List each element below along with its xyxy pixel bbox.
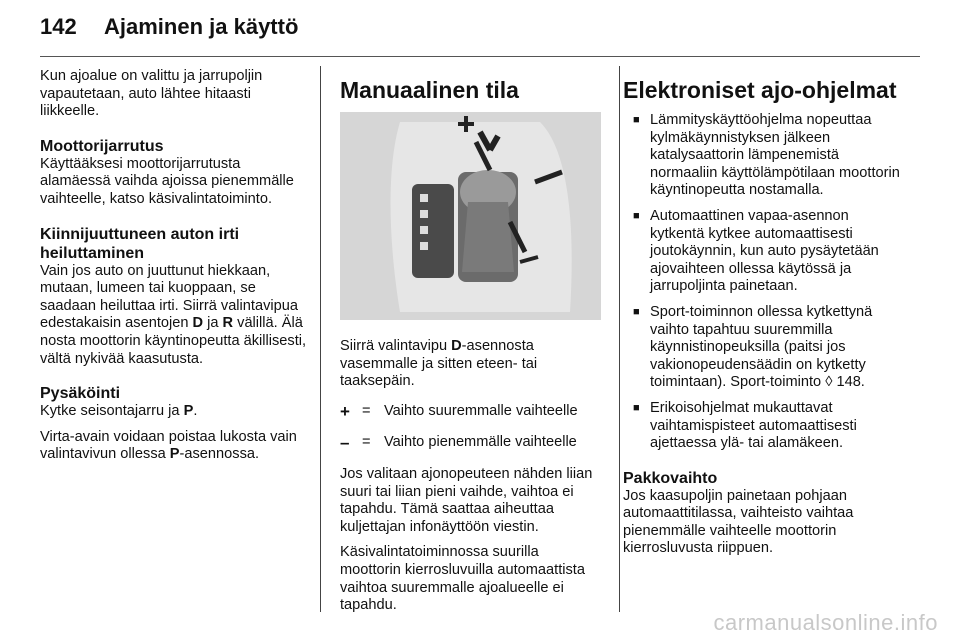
bullet-icon: ■ <box>633 305 640 318</box>
page-number: 142 <box>40 14 77 39</box>
list-item: ■ Automaattinen vapaa-asennon kytkentä kytkee automaattisesti joutokäynnin, kun auto pysäytetään ajovaihteen ollessa käytössä ja jarrupoljinta painetaan. <box>633 207 879 295</box>
list-item: ■ Sport-toiminnon ollessa kytkettynä vaihto tapahtuu suuremmilla käynnistinopeuksilla (paitsi jos vakionopeudensäädin on kytketty toimintaan). Sport-toiminto ◊ 148. <box>633 303 873 391</box>
intro-text: Kun ajoalue on valittu ja jarrupoljin vapautetaan, auto lähtee hitaasti liikkeelle. <box>40 68 263 120</box>
heading-kickdown: Pakkovaihto <box>623 469 718 487</box>
heading-parking: Pysäköinti <box>40 385 121 403</box>
parking-text: Kytke seisontajarru ja P. <box>40 403 198 420</box>
legend-upshift: + = Vaihto suuremmalle vaihteelle <box>340 401 578 421</box>
bullet-icon: ■ <box>633 114 640 126</box>
parking-text-2: Virta-avain voidaan poistaa lukosta vain valintavivun ollessa P-asennossa. <box>40 428 297 463</box>
column-middle <box>340 68 602 623</box>
programs-list <box>623 112 903 453</box>
plus-icon: + <box>340 401 350 421</box>
kickdown-text: Jos kaasupoljin painetaan pohjaan automaattitilassa, vaihteisto vaihtaa pienemmälle vaihteelle moottorin kierrosluvusta riippuen. <box>623 487 854 557</box>
list-item: ■ Lämmityskäyttöohjelma nopeuttaa kylmäkäynnistyksen jälkeen katalysaattorin lämpenemistä normaaliin käyttölämpötilaan moottorin käyntinopeutta nostamalla. <box>633 112 900 199</box>
page-header <box>40 14 298 40</box>
minus-icon: – <box>340 433 350 453</box>
watermark: carmanualsonline.info <box>713 610 938 635</box>
legend-downshift: – = Vaihto pienemmälle vaihteelle <box>340 433 577 453</box>
gear-selector-illustration <box>340 112 601 320</box>
high-rpm-text: Käsivalintatoiminnossa suurilla moottorin kierrosluvuilla automaattista vaihtoa suuremmalle ajoalueelle ei tapahdu. <box>340 544 585 614</box>
list-item: ■ Erikoisohjelmat mukauttavat vaihtamispisteet automaattisesti ajettaessa ylä- tai alamäkeen. <box>633 399 857 452</box>
chapter-title: Ajaminen ja käyttö <box>104 14 299 39</box>
column-left <box>40 68 312 472</box>
heading-manual-mode: Manuaalinen tila <box>340 77 519 103</box>
heading-engine-brake: Moottorijarrutus <box>40 137 164 155</box>
column-divider <box>619 66 620 612</box>
gear-warning-text: Jos valitaan ajonopeuteen nähden liian suuri tai liian pieni vaihde, vaihtoa ei tapahdu. Tämä saattaa aiheuttaa kuljettajan infonäyttöön viestin. <box>340 465 593 535</box>
engine-brake-text: Käyttääksesi moottorijarrutusta alamäessä vaihda ajoissa pienemmälle vaihteelle, katso käsivalintatoiminto. <box>40 155 294 207</box>
column-divider <box>320 66 321 612</box>
heading-electronic-programs: Elektroniset ajo-ohjelmat <box>623 77 897 103</box>
bullet-icon: ■ <box>633 401 640 414</box>
bullet-icon: ■ <box>633 209 640 222</box>
stuck-text: Vain jos auto on juuttunut hiekkaan, mutaan, lumeen tai kuoppaan, se saadaan heiluttaa irti. Siirrä valintavipua edestakaisin asentojen D ja R välillä. Älä nosta moottorin käyntinopeutta äkillisesti, vältä nykivää kaasutusta. <box>40 262 307 367</box>
header-rule <box>40 56 920 57</box>
heading-stuck-vehicle: Kiinnijuuttuneen auton irti heiluttaminen <box>40 225 240 262</box>
column-right <box>623 68 903 566</box>
manual-mode-text: Siirrä valintavipu D-asennosta vasemmalle ja sitten eteen- tai taaksepäin. <box>340 338 538 390</box>
